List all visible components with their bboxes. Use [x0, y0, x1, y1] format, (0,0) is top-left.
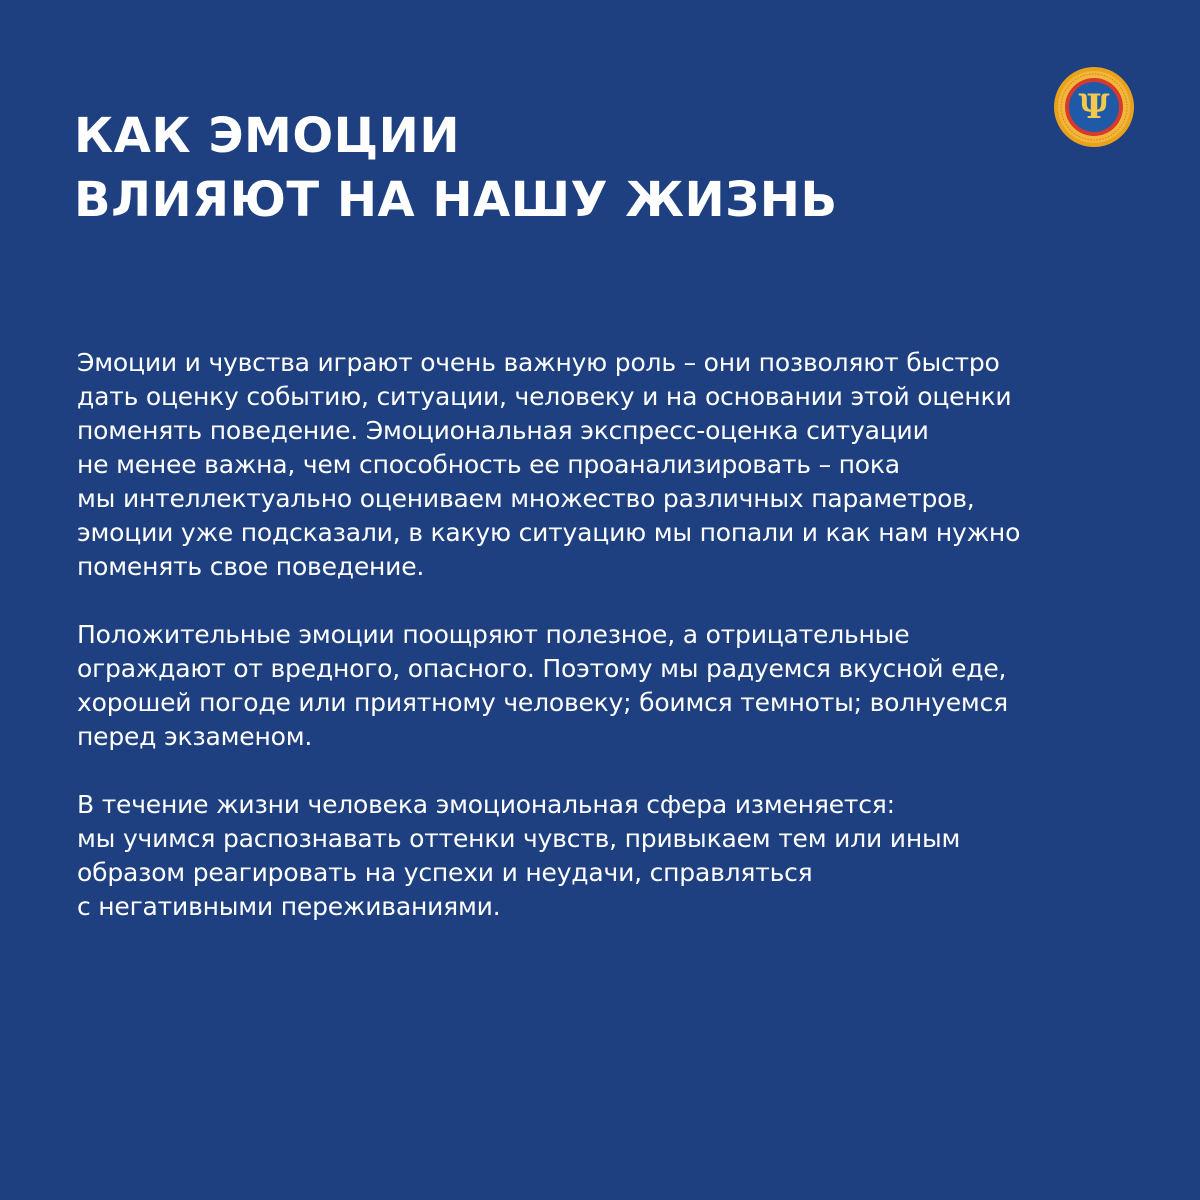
paragraph-line: хорошей погоде или приятному человеку; боимся темноты; волнуемся	[77, 688, 1008, 717]
paragraph-2	[77, 618, 1167, 754]
body-text	[77, 346, 1167, 958]
psi-emblem-icon	[1053, 66, 1135, 148]
logo-symbol: Ψ	[1078, 87, 1110, 127]
page-title	[74, 104, 838, 232]
paragraph-1	[77, 346, 1167, 584]
paragraph-line: Эмоции и чувства играют очень важную роль – они позволяют быстро	[77, 348, 1000, 377]
paragraph-line: дать оценку событию, ситуации, человеку и на основании этой оценки	[77, 382, 1012, 411]
paragraph-line: перед экзаменом.	[77, 722, 313, 751]
paragraph-line: Положительные эмоции поощряют полезное, а отрицательные	[77, 620, 910, 649]
paragraph-line: поменять поведение. Эмоциональная экспресс-оценка ситуации	[77, 416, 929, 445]
title-line-2: ВЛИЯЮТ НА НАШУ ЖИЗНЬ	[74, 172, 838, 228]
paragraph-line: мы учимся распознавать оттенки чувств, привыкаем тем или иным	[77, 824, 961, 853]
paragraph-line: образом реагировать на успехи и неудачи, справляться	[77, 858, 813, 887]
paragraph-line: с негативными переживаниями.	[77, 892, 501, 921]
paragraph-line: не менее важна, чем способность ее проанализировать – пока	[77, 450, 900, 479]
paragraph-line: эмоции уже подсказали, в какую ситуацию мы попали и как нам нужно	[77, 518, 1021, 547]
paragraph-line: ограждают от вредного, опасного. Поэтому мы радуемся вкусной еде,	[77, 654, 1007, 683]
paragraph-line: мы интеллектуально оцениваем множество различных параметров,	[77, 484, 975, 513]
paragraph-3	[77, 788, 1167, 924]
title-line-1: КАК ЭМОЦИИ	[74, 108, 460, 164]
paragraph-line: В течение жизни человека эмоциональная сфера изменяется:	[77, 790, 895, 819]
paragraph-line: поменять свое поведение.	[77, 552, 425, 581]
